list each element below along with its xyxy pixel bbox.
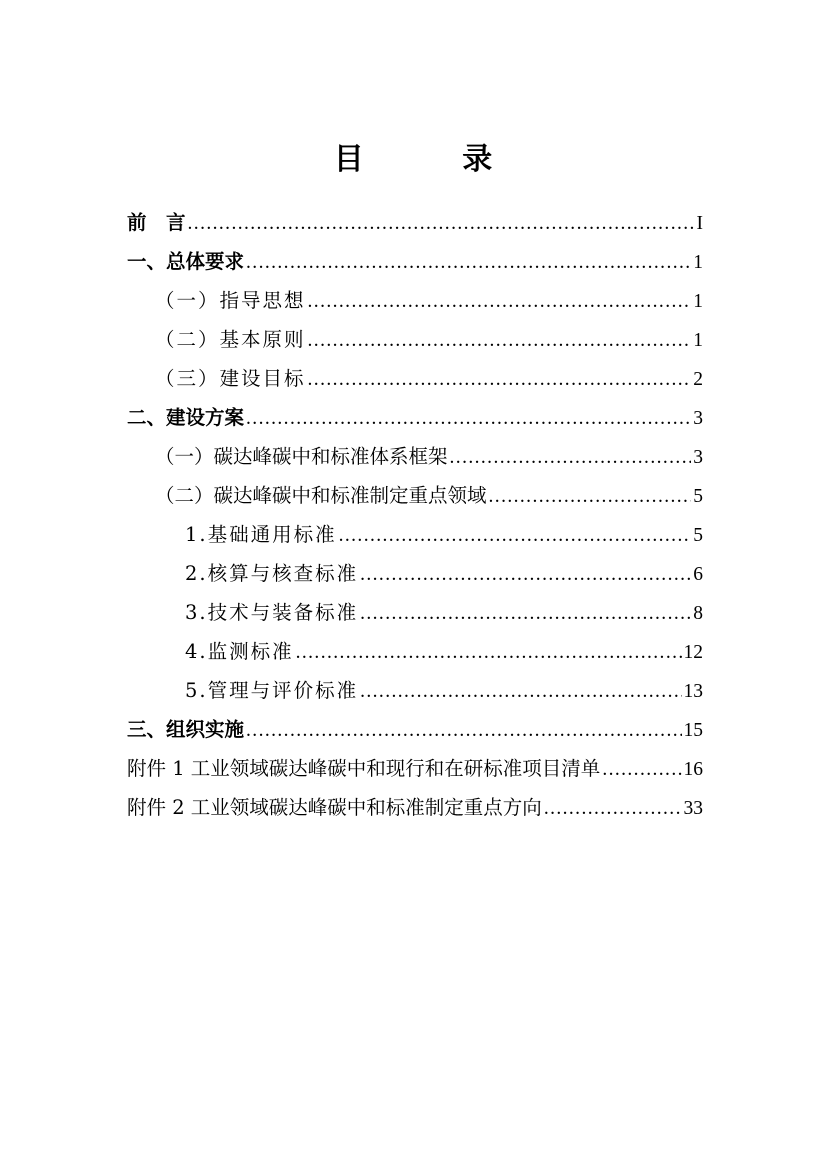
toc-entry-label: 1.基础通用标准 bbox=[185, 523, 337, 546]
toc-page-number: 8 bbox=[693, 603, 703, 624]
toc-entry-label: 附件 2 工业领域碳达峰碳中和标准制定重点方向 bbox=[127, 796, 542, 819]
toc-entry-section-1-3[interactable] bbox=[127, 359, 703, 398]
toc-page-number: 6 bbox=[693, 564, 703, 585]
toc-page-number: 15 bbox=[683, 720, 703, 741]
toc-entry-section-1-2[interactable] bbox=[127, 320, 703, 359]
toc-leader-dots bbox=[246, 399, 691, 438]
toc-leader-dots bbox=[246, 243, 691, 282]
toc-page-number: 5 bbox=[693, 525, 703, 546]
toc-page-number: 1 bbox=[693, 252, 703, 273]
toc-page-number: 2 bbox=[693, 369, 703, 390]
toc-entry-section-2-2-2[interactable] bbox=[127, 554, 703, 593]
toc-entry-label: 2.核算与核查标准 bbox=[185, 562, 359, 585]
toc-entry-label: 二、建设方案 bbox=[127, 406, 245, 429]
toc-entry-label: （三）建设目标 bbox=[155, 367, 306, 390]
toc-leader-dots bbox=[602, 750, 681, 789]
toc-entry-section-2-2-5[interactable] bbox=[127, 671, 703, 710]
toc-leader-dots bbox=[360, 672, 681, 711]
toc-entry-section-1-1[interactable] bbox=[127, 281, 703, 320]
toc-page-number: 12 bbox=[683, 642, 703, 663]
toc-leader-dots bbox=[544, 789, 682, 828]
toc-entry-label: 附件 1 工业领域碳达峰碳中和现行和在研标准项目清单 bbox=[127, 757, 601, 780]
toc-page-number: 13 bbox=[683, 681, 703, 702]
toc-page-number: 3 bbox=[693, 408, 703, 429]
toc-entry-label: 3.技术与装备标准 bbox=[185, 601, 359, 624]
toc-page-number: 33 bbox=[683, 798, 703, 819]
toc-entry-section-2-2[interactable] bbox=[127, 476, 703, 515]
toc-entry-appendix-2[interactable] bbox=[127, 788, 703, 827]
toc-entry-label: （一）指导思想 bbox=[155, 289, 306, 312]
toc-entry-label: 三、组织实施 bbox=[127, 718, 245, 741]
toc-entry-label: 5.管理与评价标准 bbox=[185, 679, 359, 702]
toc-leader-dots bbox=[450, 438, 692, 477]
toc-entry-section-2[interactable] bbox=[127, 398, 703, 437]
toc-entry-section-3[interactable] bbox=[127, 710, 703, 749]
toc-entry-label: （二）碳达峰碳中和标准制定重点领域 bbox=[155, 484, 487, 507]
toc-entry-section-1[interactable] bbox=[127, 242, 703, 281]
toc-entry-label: （一）碳达峰碳中和标准体系框架 bbox=[155, 445, 448, 468]
toc-leader-dots bbox=[360, 555, 691, 594]
toc-page-number: 16 bbox=[683, 759, 703, 780]
toc-entry-section-2-2-1[interactable] bbox=[127, 515, 703, 554]
toc-leader-dots bbox=[339, 516, 692, 555]
toc-leader-dots bbox=[296, 633, 682, 672]
toc-page-number: 3 bbox=[693, 447, 703, 468]
toc-leader-dots bbox=[188, 204, 695, 243]
toc-entry-section-2-1[interactable] bbox=[127, 437, 703, 476]
toc-leader-dots bbox=[308, 321, 692, 360]
toc-entry-section-2-2-4[interactable] bbox=[127, 632, 703, 671]
toc-leader-dots bbox=[360, 594, 691, 633]
toc-page-number: 5 bbox=[693, 486, 703, 507]
toc-entry-label: 前 言 bbox=[127, 211, 186, 234]
toc-leader-dots bbox=[308, 282, 692, 321]
toc-page-number: I bbox=[696, 213, 703, 234]
toc-leader-dots bbox=[308, 360, 692, 399]
toc-leader-dots bbox=[489, 477, 692, 516]
toc-entry-label: （二）基本原则 bbox=[155, 328, 306, 351]
toc-leader-dots bbox=[246, 711, 681, 750]
table-of-contents bbox=[127, 203, 703, 827]
toc-entry-label: 一、总体要求 bbox=[127, 250, 245, 273]
toc-page-number: 1 bbox=[693, 330, 703, 351]
toc-page-number: 1 bbox=[693, 291, 703, 312]
toc-entry-section-2-2-3[interactable] bbox=[127, 593, 703, 632]
toc-entry-label: 4.监测标准 bbox=[185, 640, 294, 663]
toc-entry-preface[interactable] bbox=[127, 203, 703, 242]
toc-entry-appendix-1[interactable] bbox=[127, 749, 703, 788]
document-title: 目 录 bbox=[333, 142, 537, 177]
